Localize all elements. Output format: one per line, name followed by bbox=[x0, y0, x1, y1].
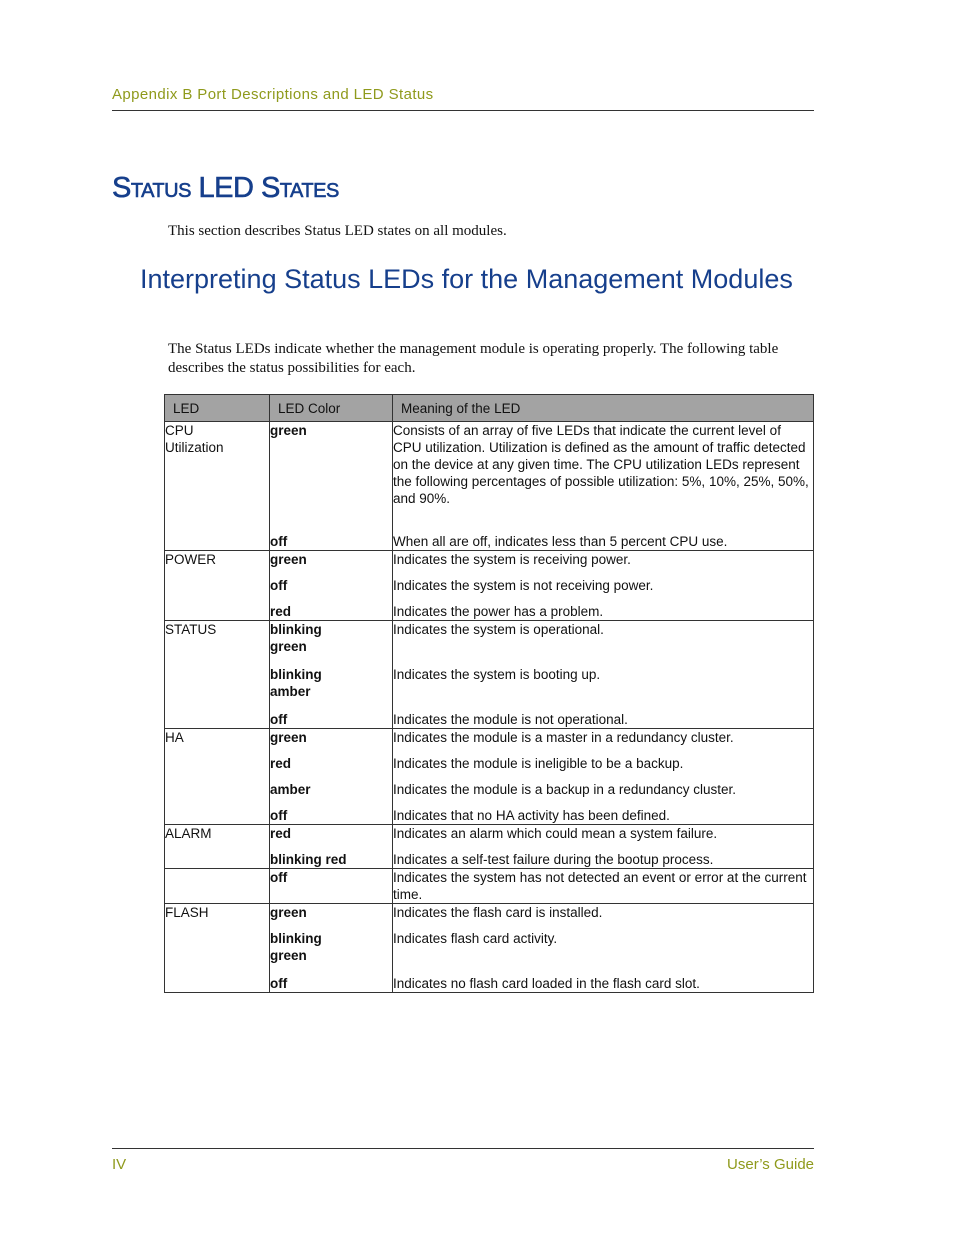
led-meaning-text: Indicates the system is not receiving power. bbox=[393, 578, 654, 593]
led-name: STATUS bbox=[165, 622, 217, 637]
led-meaning-cell bbox=[393, 825, 814, 869]
led-meaning-text: Indicates flash card activity. bbox=[393, 931, 558, 946]
led-meaning-text: Indicates an alarm which could mean a system failure. bbox=[393, 826, 718, 841]
column-header-meaning: Meaning of the LED bbox=[393, 395, 814, 422]
led-color-value: green bbox=[270, 730, 307, 745]
table-row bbox=[165, 729, 814, 825]
led-meaning-text: Indicates the system is receiving power. bbox=[393, 552, 631, 567]
led-name-cell bbox=[165, 825, 270, 869]
led-color-cell bbox=[270, 869, 393, 904]
table-header-row bbox=[165, 395, 814, 422]
led-color-value: off bbox=[270, 712, 288, 727]
led-name-cell bbox=[165, 422, 270, 551]
led-color-value: blinking green bbox=[270, 622, 322, 654]
column-header-led-color: LED Color bbox=[270, 395, 393, 422]
led-color-cell bbox=[270, 422, 393, 551]
led-name: HA bbox=[165, 730, 184, 745]
led-meaning-cell bbox=[393, 551, 814, 621]
led-meaning-text: Indicates the module is a master in a redundancy cluster. bbox=[393, 730, 734, 745]
led-meaning-text: Indicates the module is not operational. bbox=[393, 712, 628, 727]
led-color-value: blinking green bbox=[270, 931, 322, 963]
table-row bbox=[165, 869, 814, 904]
led-meaning-text: Indicates the system has not detected an event or error at the current time. bbox=[393, 870, 807, 902]
section-title: Status LED States bbox=[112, 172, 339, 204]
led-meaning-text: When all are off, indicates less than 5 percent CPU use. bbox=[393, 534, 728, 549]
led-color-cell bbox=[270, 825, 393, 869]
led-name-cell bbox=[165, 729, 270, 825]
led-color-value: off bbox=[270, 534, 288, 549]
running-head: Appendix B Port Descriptions and LED Status bbox=[112, 86, 434, 103]
table-body bbox=[165, 422, 814, 993]
led-color-value: off bbox=[270, 976, 288, 991]
led-name-cell bbox=[165, 621, 270, 729]
led-meaning-text: Indicates the system is operational. bbox=[393, 622, 604, 637]
led-name-cell bbox=[165, 869, 270, 904]
led-meaning-cell bbox=[393, 904, 814, 993]
table-row bbox=[165, 904, 814, 993]
led-meaning-text: Indicates the system is booting up. bbox=[393, 667, 601, 682]
led-color-value: blinking amber bbox=[270, 667, 322, 699]
led-name: ALARM bbox=[165, 826, 212, 841]
led-meaning-text: Indicates the module is a backup in a redundancy cluster. bbox=[393, 782, 736, 797]
led-name-cell bbox=[165, 551, 270, 621]
footer-divider bbox=[112, 1148, 814, 1149]
led-color-value: off bbox=[270, 808, 288, 823]
led-meaning-cell bbox=[393, 729, 814, 825]
led-name: POWER bbox=[165, 552, 217, 567]
led-name: FLASH bbox=[165, 905, 209, 920]
led-meaning-cell bbox=[393, 621, 814, 729]
led-color-value: green bbox=[270, 423, 307, 438]
led-color-value: blinking red bbox=[270, 852, 347, 867]
header-divider bbox=[112, 110, 814, 111]
led-color-cell bbox=[270, 551, 393, 621]
subsection-intro: The Status LEDs indicate whether the management module is operating properly. The following table describes the status possibilities for each. bbox=[168, 341, 779, 376]
led-color-value: amber bbox=[270, 782, 311, 797]
guide-title: User’s Guide bbox=[727, 1156, 814, 1173]
table-row bbox=[165, 621, 814, 729]
led-color-value: red bbox=[270, 826, 292, 841]
led-status-table bbox=[164, 394, 814, 993]
led-color-cell bbox=[270, 621, 393, 729]
led-color-value: off bbox=[270, 578, 288, 593]
table-row bbox=[165, 422, 814, 551]
led-meaning-text: Indicates no flash card loaded in the flash card slot. bbox=[393, 976, 700, 991]
led-name: CPU Utilization bbox=[165, 423, 224, 455]
led-color-cell bbox=[270, 729, 393, 825]
led-meaning-text: Indicates a self-test failure during the bootup process. bbox=[393, 852, 714, 867]
subsection-title: Interpreting Status LEDs for the Management Modules bbox=[140, 264, 793, 294]
led-meaning-text: Indicates the flash card is installed. bbox=[393, 905, 603, 920]
led-color-value: red bbox=[270, 604, 292, 619]
led-meaning-cell bbox=[393, 422, 814, 551]
led-meaning-text: Indicates that no HA activity has been defined. bbox=[393, 808, 670, 823]
led-color-value: green bbox=[270, 905, 307, 920]
column-header-led: LED bbox=[165, 395, 270, 422]
led-meaning-text: Indicates the power has a problem. bbox=[393, 604, 604, 619]
table-row bbox=[165, 825, 814, 869]
led-color-value: off bbox=[270, 870, 288, 885]
led-color-value: red bbox=[270, 756, 292, 771]
table-row bbox=[165, 551, 814, 621]
led-meaning-text: Indicates the module is ineligible to be a backup. bbox=[393, 756, 684, 771]
led-color-cell bbox=[270, 904, 393, 993]
led-color-value: green bbox=[270, 552, 307, 567]
led-meaning-cell bbox=[393, 869, 814, 904]
led-meaning-text: Consists of an array of five LEDs that indicate the current level of CPU utilization. Utilization is defined as the amount of traffic detected on the device at any given time. The CPU utilization LEDs represent the following percentages of possible utilization: 5%, 10%, 25%, 50%, and 90%. bbox=[393, 423, 809, 506]
section-intro: This section describes Status LED states on all modules. bbox=[168, 223, 507, 239]
page-number: IV bbox=[112, 1156, 127, 1173]
led-name-cell bbox=[165, 904, 270, 993]
